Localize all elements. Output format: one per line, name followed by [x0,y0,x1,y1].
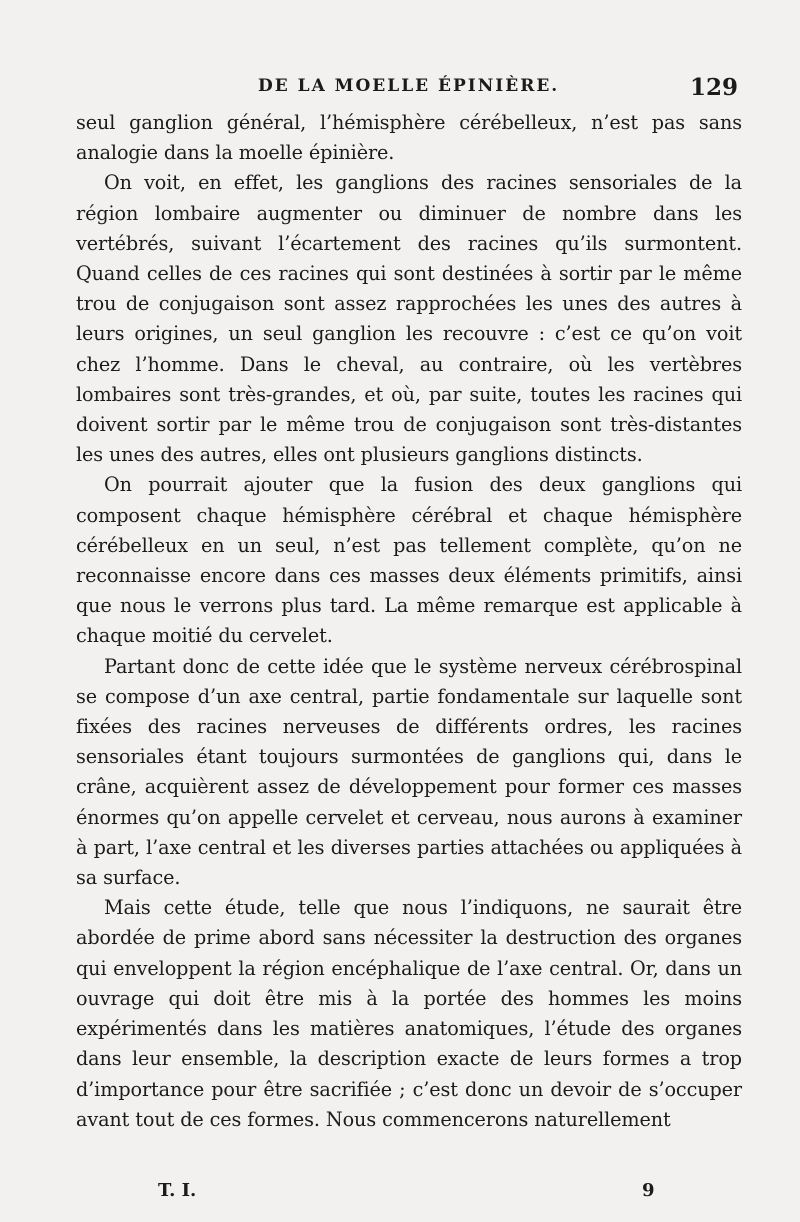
volume-signature: T. I. [158,1180,197,1201]
page-footer [76,1176,742,1206]
body-text [76,108,742,1135]
page-header [76,74,742,104]
signature-mark: 9 [642,1180,655,1201]
paragraph-4: Partant donc de cette idée que le système nerveux cérébrospinal se compose d’un axe central, partie fondamentale sur laquelle sont fixées des racines nerveuses de différents ordres, les racines sensoriales étant toujours surmontées de ganglions qui, dans le crâne, acquièrent assez de développement pour former ces masses énormes qu’on appelle cervelet et cerveau, nous aurons à examiner à part, l’axe central et les diverses parties attachées ou appliquées à sa surface. [76,654,742,890]
paragraph-5: Mais cette étude, telle que nous l’indiquons, ne saurait être abordée de prime abord sans nécessiter la destruction des organes qui enveloppent la région encéphalique de l’axe central. Or, dans un ouvrage qui doit être mis à la portée des hommes les moins expérimentés dans les matières anatomiques, l’étude des organes dans leur ensemble, la description exacte de leurs formes a trop d’importance pour être sacrifiée ; c’est donc un devoir de s’occuper avant tout de ces formes. Nous commencerons naturellement [76,896,742,1131]
running-title: DE LA MOELLE ÉPINIÈRE. [258,76,560,96]
paragraph-3: On pourrait ajouter que la fusion des deux ganglions qui composent chaque hémisphère cérébral et chaque hémisphère cérébelleux en un seul, n’est pas tellement complète, qu’on ne reconnaisse encore dans ces masses deux éléments primitifs, ainsi que nous le verrons plus tard. La même remarque est applicable à chaque moitié du cervelet. [76,473,742,648]
paragraph-2: On voit, en effet, les ganglions des racines sensoriales de la région lombaire augmenter ou diminuer de nombre dans les vertébrés, suivant l’écartement des racines qu’ils surmontent. Quand celles de ces racines qui sont destinées à sortir par le même trou de conjugaison sont assez rapprochées les unes des autres à leurs origines, un seul ganglion les recouvre : c’est ce qu’on voit chez l’homme. Dans le cheval, au contraire, où les vertèbres lombaires sont très-grandes, et où, par suite, toutes les racines qui doivent sortir par le même trou de conjugaison sont très-distantes les unes des autres, elles ont plusieurs ganglions distincts. [76,171,742,467]
paragraph-1: seul ganglion général, l’hémisphère cérébelleux, n’est pas sans analogie dans la moelle épinière. [76,111,742,165]
page-number: 129 [689,74,738,101]
